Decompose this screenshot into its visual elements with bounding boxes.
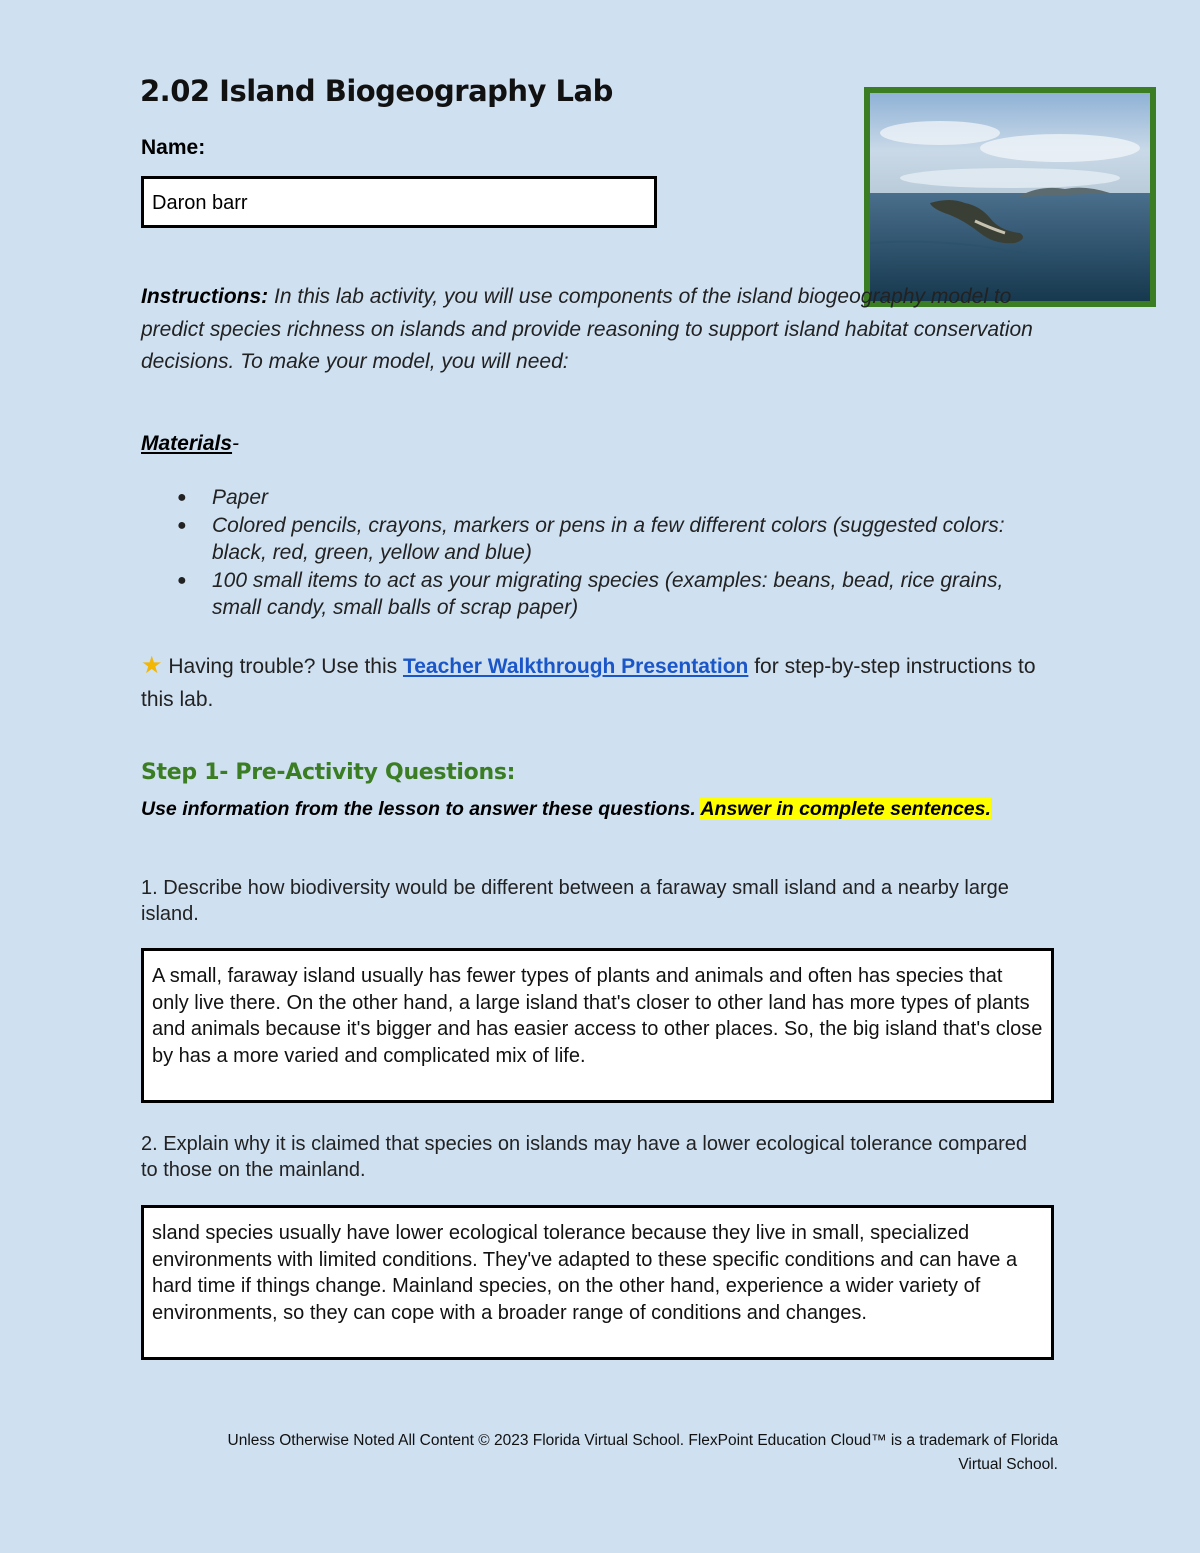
question-1-prompt: 1. Describe how biodiversity would be different between a faraway small island and a nearby large island. (141, 877, 1009, 925)
question-2-prompt: 2. Explain why it is claimed that species on islands may have a lower ecological tolerance compared to those on the mainland. (141, 1133, 1028, 1181)
instructions-label: Instructions: (141, 285, 269, 308)
name-field[interactable] (141, 176, 657, 228)
instructions-text: In this lab activity, you will use components of the island biogeography model to predict species richness on islands and provide reasoning to support island habitat conservation decisions. To make your model, you will need: (141, 285, 1033, 373)
question-1-answer-text: A small, faraway island usually has fewer types of plants and animals and often has species that only live there. On the other hand, a large island that's closer to other land has more types of plants and animals because it's bigger and has easier access to other places. So, the big island that's close by has a more varied and complicated mix of life. (152, 965, 1043, 1067)
question-2-answer-text: sland species usually have lower ecological tolerance because they live in small, specialized environments with limited conditions. They've adapted to these specific conditions and can have a hard time if things change. Mainland species, on the other hand, experience a wider variety of environments, so they can cope with a broader range of conditions and changes. (152, 1222, 1018, 1324)
list-item-text: Colored pencils, crayons, markers or pens in a few different colors (suggested colors: black, red, green, yellow and blue) (212, 513, 1005, 564)
question-2-answer-box[interactable] (141, 1205, 1054, 1360)
help-suffix: for step-by-step instructions to this lab. (141, 655, 1036, 711)
bullet-icon: ● (177, 489, 187, 506)
footer-line-2: Virtual School. (958, 1456, 1058, 1473)
help-paragraph (141, 650, 1041, 716)
name-label: Name: (141, 136, 206, 159)
teacher-walkthrough-link[interactable]: Teacher Walkthrough Presentation (402, 655, 749, 678)
footer-line-1: Unless Otherwise Noted All Content © 2023 Florida Virtual School. FlexPoint Education Cloud™ is a trademark of Florida (227, 1432, 1058, 1449)
materials-heading (141, 432, 239, 456)
instructions-paragraph (141, 281, 1051, 379)
footer (118, 1429, 1058, 1477)
materials-list (141, 484, 1041, 622)
page-title: 2.02 Island Biogeography Lab (140, 74, 613, 108)
list-item (141, 567, 1041, 622)
step1-highlighted-text: Answer in complete sentences. (700, 798, 991, 820)
step1-heading: Step 1- Pre-Activity Questions: (141, 760, 516, 785)
list-item-text: 100 small items to act as your migrating species (examples: beans, bead, rice grains, small candy, small balls of scrap paper) (212, 568, 1004, 619)
island-photo (864, 87, 1156, 307)
question-1-answer-box[interactable] (141, 948, 1054, 1103)
list-item-text: Paper (212, 486, 269, 509)
bullet-icon: ● (177, 571, 187, 589)
step1-instructions (141, 795, 1001, 823)
star-icon: ★ (141, 652, 163, 679)
step1-instructions-text: Use information from the lesson to answer these questions. (141, 798, 701, 820)
help-prefix: Having trouble? Use this (168, 655, 403, 678)
list-item (141, 484, 1041, 512)
list-item (141, 512, 1041, 567)
name-field-value: Daron barr (152, 192, 248, 214)
island-photo-image (870, 93, 1150, 301)
bullet-icon: ● (177, 516, 187, 534)
materials-heading-label: Materials (141, 432, 233, 455)
materials-heading-dash: - (232, 432, 240, 455)
